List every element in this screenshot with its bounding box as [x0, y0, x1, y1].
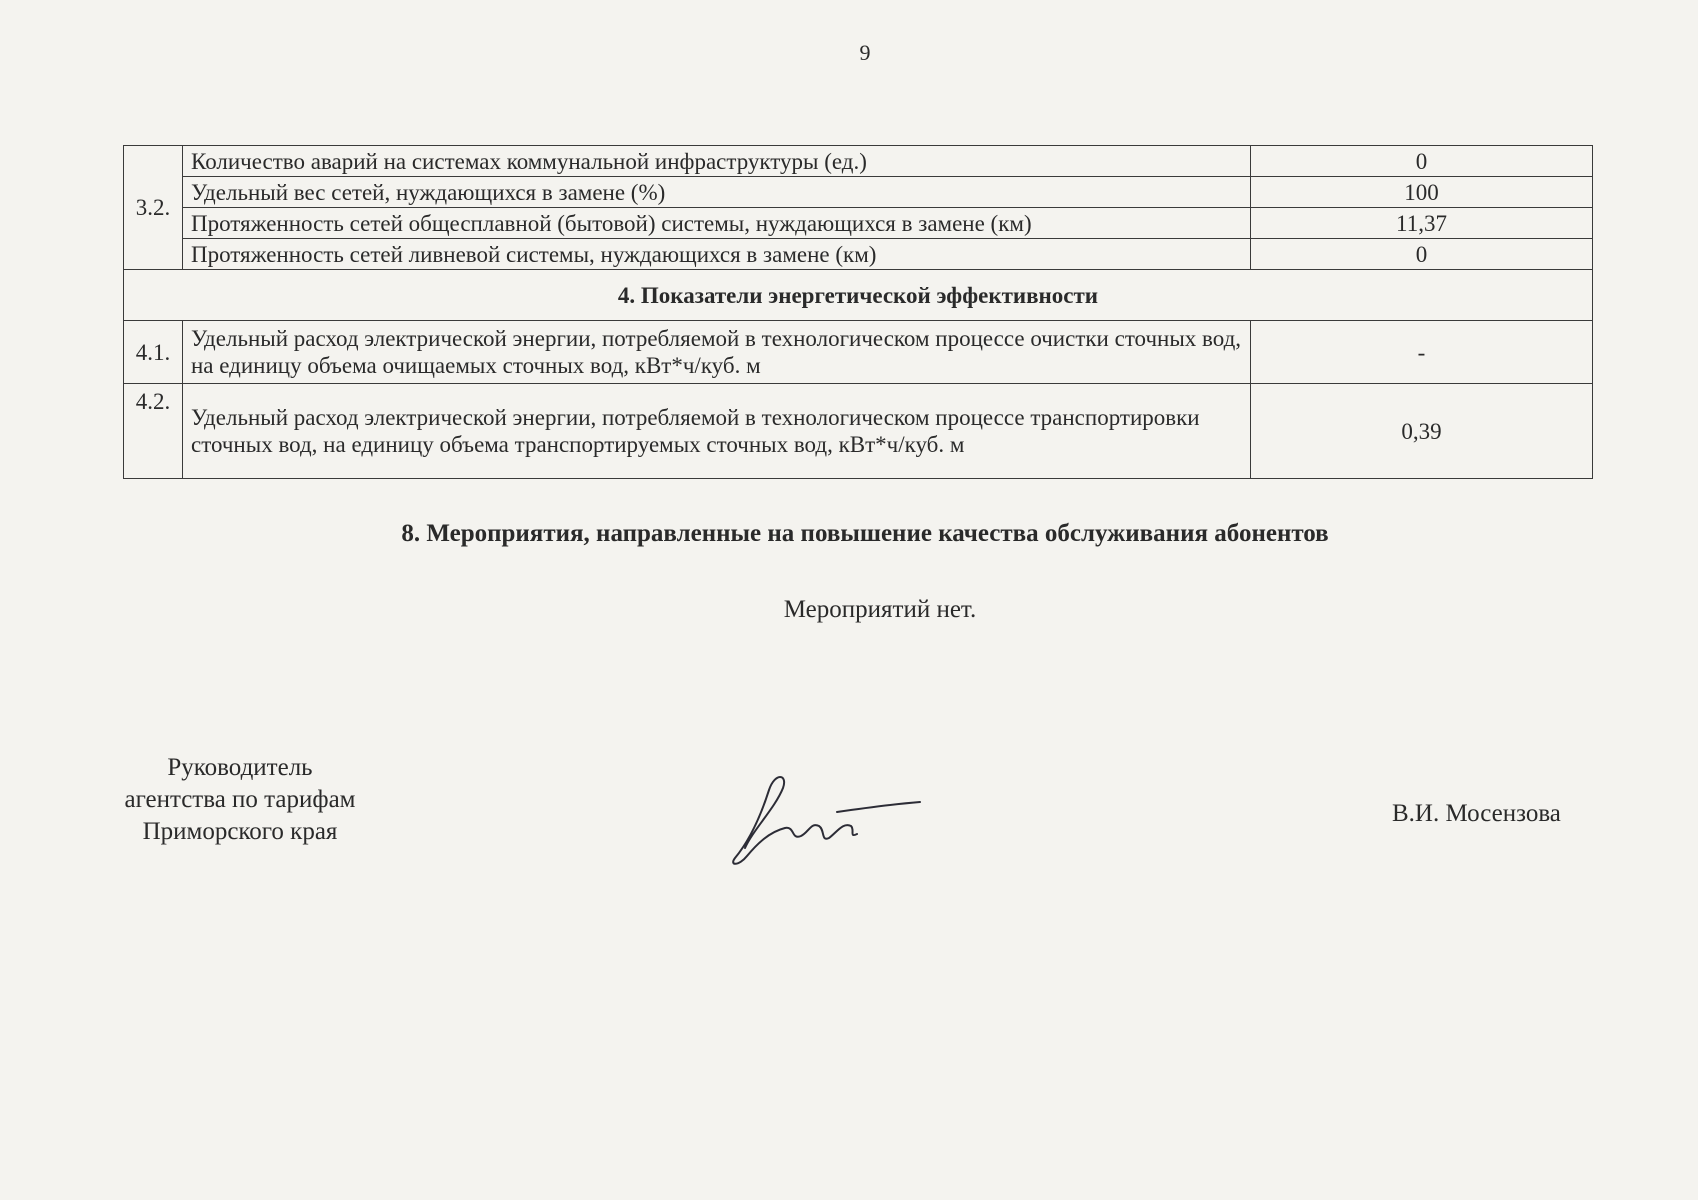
table-cell-label: Удельный расход электрической энергии, потребляемой в технологическом процессе очистки сточных вод, на единицу объема очищаемых сточных вод, кВт*ч/куб. м — [183, 321, 1251, 384]
handwritten-signature — [725, 770, 925, 880]
table-cell-label: Протяженность сетей ливневой системы, нуждающихся в замене (км) — [183, 239, 1251, 270]
row-number-4-2: 4.2. — [124, 384, 183, 479]
row-number-4-1: 4.1. — [124, 321, 183, 384]
signer-title-line: агентства по тарифам — [124, 786, 356, 813]
indicators-table — [123, 145, 1593, 479]
signer-name: В.И. Мосензова — [1392, 800, 1561, 827]
table-cell-label: Количество аварий на системах коммунальной инфраструктуры (ед.) — [183, 146, 1251, 177]
table-cell-value: 0 — [1251, 239, 1593, 270]
table-section-row — [124, 270, 1593, 321]
table-row — [124, 321, 1593, 384]
table-row — [124, 146, 1593, 177]
section-8-heading: 8. Мероприятия, направленные на повышение качества обслуживания абонентов — [401, 520, 1329, 547]
table-cell-value: 11,37 — [1251, 208, 1593, 239]
table-cell-label: Удельный расход электрической энергии, потребляемой в технологическом процессе транспортировки сточных вод, на единицу объема транспортируемых сточных вод, кВт*ч/куб. м — [183, 384, 1251, 479]
signer-title — [100, 752, 380, 848]
table-cell-label: Удельный вес сетей, нуждающихся в замене (%) — [183, 177, 1251, 208]
section-8-text: Мероприятий нет. — [783, 596, 977, 623]
table-row — [124, 384, 1593, 479]
page-number: 9 — [859, 40, 871, 65]
table-row — [124, 177, 1593, 208]
signer-title-line: Руководитель — [167, 754, 313, 781]
signer-title-line: Приморского края — [142, 818, 338, 845]
table-row — [124, 208, 1593, 239]
section-4-title: 4. Показатели энергетической эффективности — [124, 270, 1593, 321]
table-cell-value: 100 — [1251, 177, 1593, 208]
table-cell-value: - — [1251, 321, 1593, 384]
table-cell-label: Протяженность сетей общесплавной (бытовой) системы, нуждающихся в замене (км) — [183, 208, 1251, 239]
table-cell-value: 0 — [1251, 146, 1593, 177]
table-row — [124, 239, 1593, 270]
row-number-3-2: 3.2. — [124, 146, 183, 270]
table-cell-value: 0,39 — [1251, 384, 1593, 479]
